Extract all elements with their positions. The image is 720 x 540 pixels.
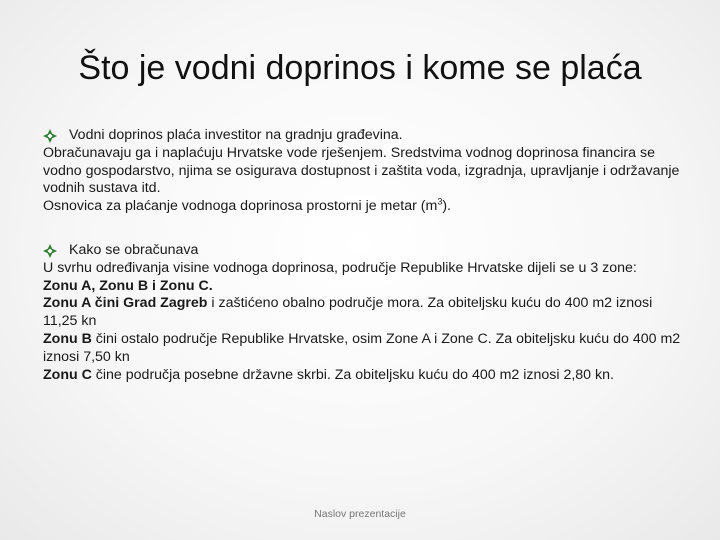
zone-c-text: čine područja posebne državne skrbi. Za obiteljsku kuću do 400 m2 iznosi 2,80 kn. (91, 366, 614, 383)
bullet-item-kako-se-obracunava (43, 242, 683, 260)
zone-a-label: Zonu A čini Grad Zagreb (43, 295, 208, 312)
slide-title: Što je vodni doprinos i kome se plaća (78, 49, 642, 87)
paragraph-zone-list: Zonu A, Zonu B i Zonu C. (43, 277, 213, 294)
slide-content (43, 127, 683, 384)
spacer (43, 216, 683, 242)
zone-b-label: Zonu B (43, 330, 92, 347)
osnovica-text: Osnovica za plaćanje vodnoga doprinosa prostorni je metar (m (43, 198, 438, 215)
paragraph-zone-c (43, 367, 683, 385)
diamond-bullet-icon (43, 129, 57, 143)
zone-c-label: Zonu C (43, 366, 92, 383)
paragraph-zone-b (43, 331, 683, 367)
bullet-text: Vodni doprinos plaća investitor na gradnju građevina. (69, 127, 403, 143)
paragraph-svrha: U svrhu određivanja visine vodnoga doprinosa, područje Republike Hrvatske dijeli se u 3 zone: (43, 259, 637, 276)
zone-b-text: čini ostalo područje Republike Hrvatske, osim Zone A i Zone C. Za obiteljsku kuću do 400 m2 iznosi 7,50 kn (43, 330, 681, 365)
osnovica-end: ). (442, 198, 451, 215)
paragraph-obracunavaju: Obračunavaju ga i naplaćuju Hrvatske vode rješenjem. Sredstvima vodnog doprinosa financira se vodno gospodarstvo, njima se osigurava dostupnost i zaštita voda, izgradnja, upravljanje i održavanje vodnih sustava itd. (43, 144, 680, 197)
superscript-3: 3 (437, 196, 443, 207)
zone-a-text: i zaštićeno obalno područje mora. Za obiteljsku kuću do 400 m2 iznosi 11,25 kn (43, 295, 653, 330)
paragraph-osnovica (43, 198, 683, 216)
bullet-text: Kako se obračunava (69, 241, 199, 258)
paragraph-zone-a (43, 295, 683, 331)
slide-footer: Naslov prezentacije (314, 508, 406, 520)
diamond-bullet-icon (43, 244, 57, 258)
bullet-item-vodni-doprinos (43, 127, 683, 145)
